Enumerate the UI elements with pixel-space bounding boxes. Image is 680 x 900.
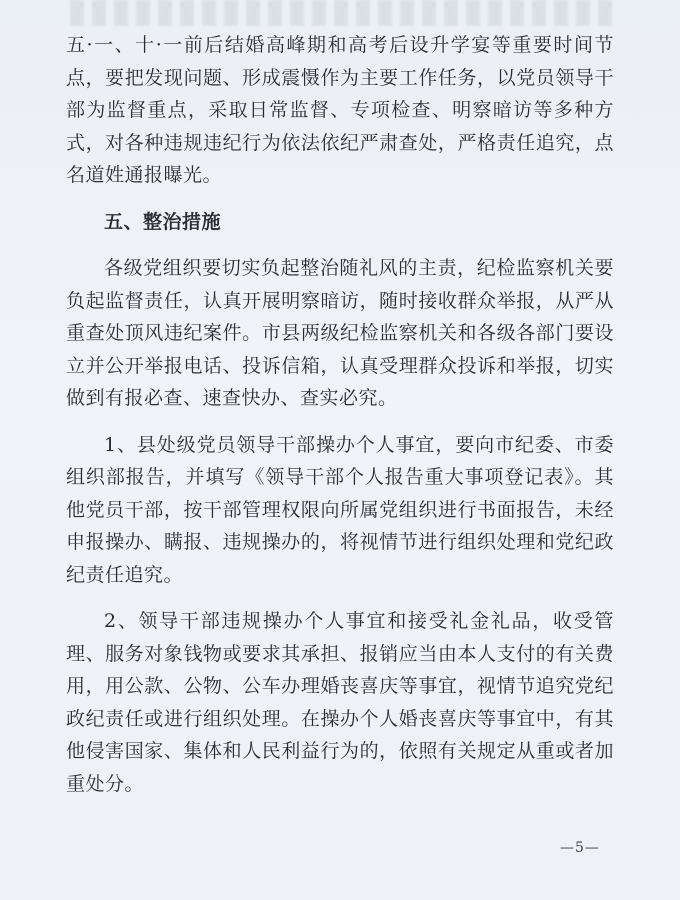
document-body [66,29,614,800]
page-number: —5— [560,840,600,856]
paragraph-gap [66,415,614,429]
paragraph-responsibility: 各级党组织要切实负起整治随礼风的主责，纪检监察机关要负起监督责任，认真开展明察暗访，随时接收群众举报，从严从重查处顶风违纪案件。市县两级纪检监察机关和各级各部门要设立并公开举报电话、投诉信箱，认真受理群众投诉和举报，切实做到有报必查、速查快办、查实必究。 [66,257,614,409]
paragraph-gap [66,238,614,252]
show-through-text [70,0,620,26]
section-heading: 五、整治措施 [104,210,222,233]
paragraph-item-2: 2、领导干部违规操办个人事宜和接受礼金礼品，收受管理、服务对象钱物或要求其承担、报销应当由本人支付的有关费用，用公款、公物、公车办理婚丧喜庆等事宜，视情节追究党纪政纪责任或进行组织处理。在操办个人婚丧喜庆等事宜中，有其他侵害国家、集体和人民利益行为的，依照有关规定从重或者加重处分。 [66,610,614,795]
paragraph-gap [66,591,614,605]
paragraph-item-1: 1、县处级党员领导干部操办个人事宜，要向市纪委、市委组织部报告，并填写《领导干部个人报告重大事项登记表》。其他党员干部，按干部管理权限向所属党组织进行书面报告，未经申报操办、瞒报、违规操办的，将视情节进行组织处理和党纪政纪责任追究。 [66,433,614,586]
paragraph-continuation: 五·一、十·一前后结婚高峰期和高考后设升学宴等重要时间节点，要把发现问题、形成震慑作为主要工作任务，以党员领导干部为监督重点，采取日常监督、专项检查、明察暗访等多种方式，对各种违规违纪行为依法依纪严肃查处，严格责任追究，点名道姓通报曝光。 [66,34,614,186]
paragraph-gap [66,192,614,206]
